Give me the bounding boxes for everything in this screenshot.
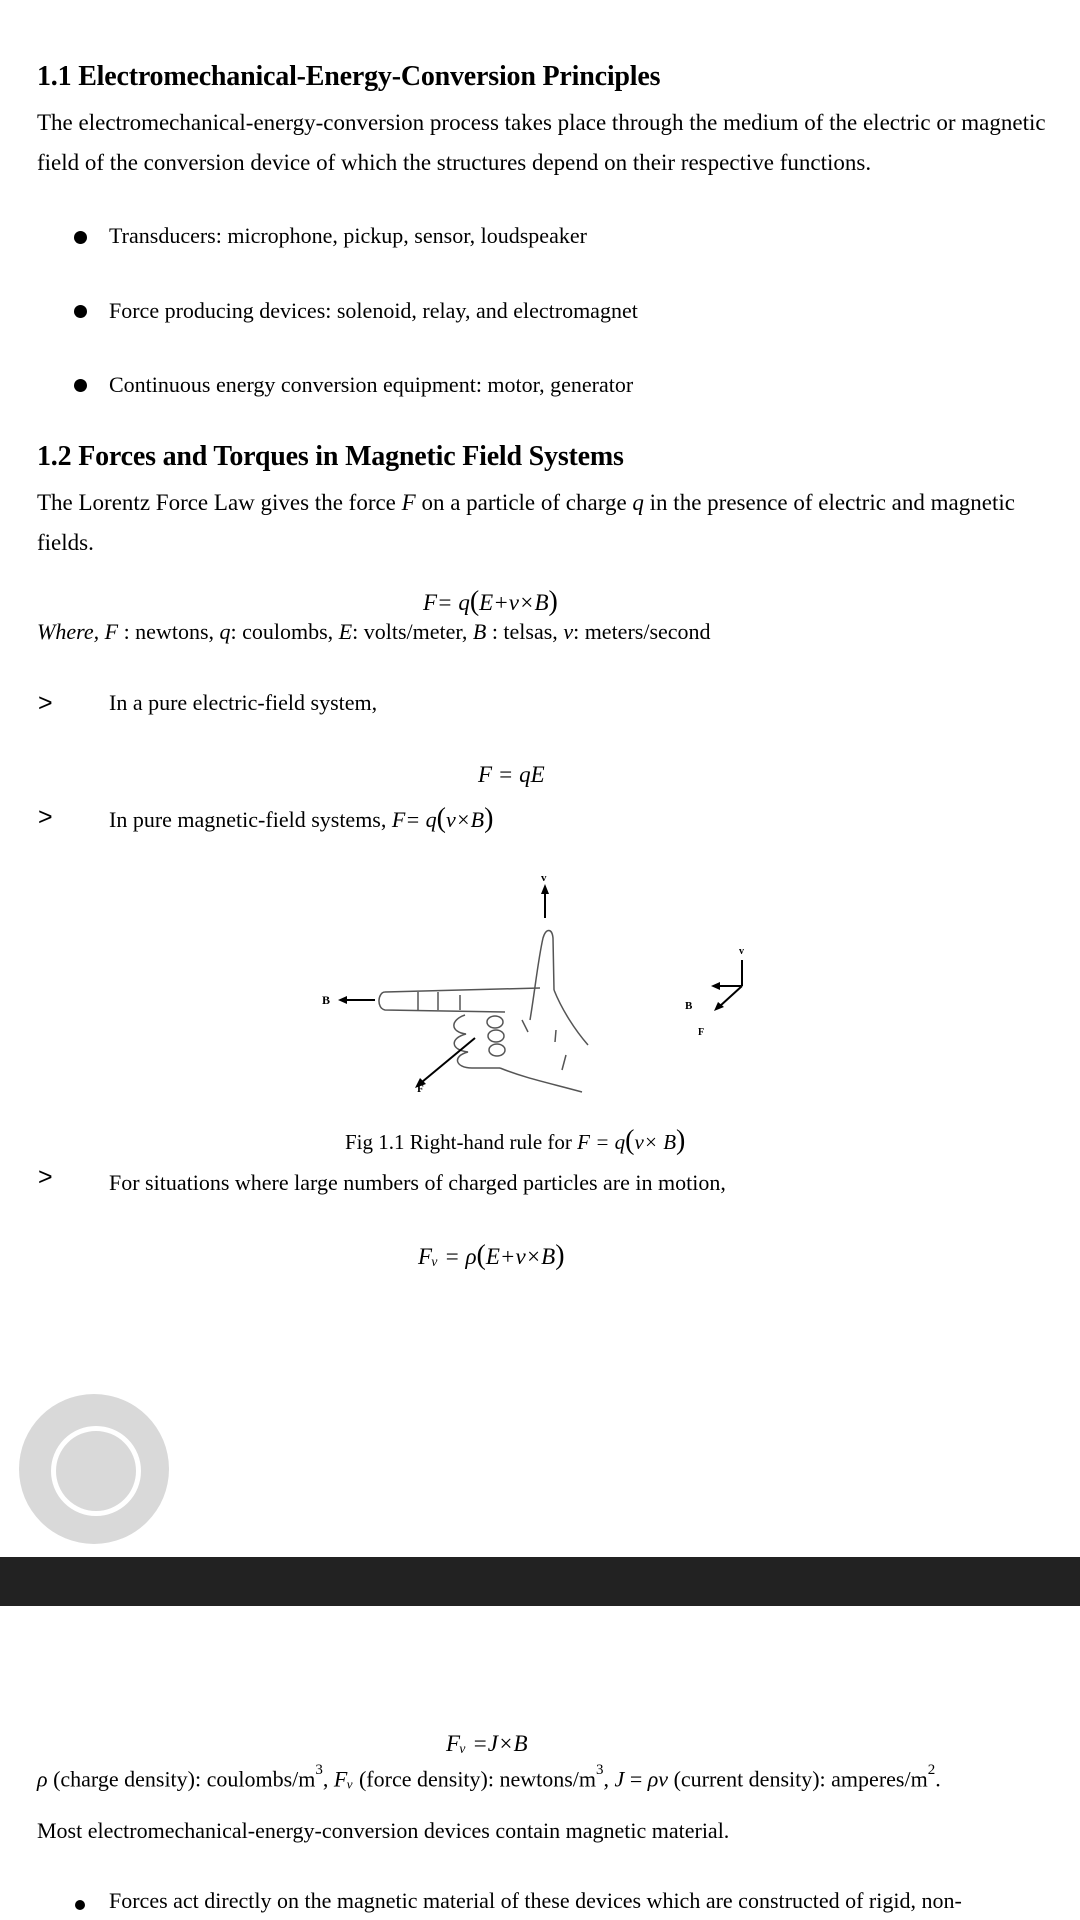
bullet-icon (74, 379, 87, 392)
record-ring-icon (51, 1426, 141, 1516)
figure-caption: Fig 1.1 Right-hand rule for F = q(v× B) (345, 1125, 686, 1156)
list-item: In a pure electric-field system, (109, 690, 378, 715)
axes-label-v: v (739, 946, 744, 957)
page-separator-band (0, 1557, 1080, 1606)
section-1-1-paragraph: The electromechanical-energy-conversion process takes place through the medium of the electric or magnetic field of the conversion device of which the structures depend on their respective functions. (37, 110, 1046, 175)
arrow-bullet-icon: > (38, 689, 53, 717)
lorentz-paragraph: The Lorentz Force Law gives the force F on a particle of charge q in the presence of electric and magnetic fields. (37, 490, 1015, 555)
list-item: Forces act directly on the magnetic material of these devices which are constructed of rigid, non- (109, 1888, 962, 1913)
bullet-icon (74, 231, 87, 244)
list-item: Continuous energy conversion equipment: motor, generator (109, 372, 634, 397)
section-heading-1-2: 1.2 Forces and Torques in Magnetic Field Systems (37, 441, 624, 472)
record-button[interactable] (19, 1394, 169, 1544)
arrow-bullet-icon: > (38, 1163, 53, 1191)
axes-label-B: B (685, 1000, 693, 1012)
label-v: v (541, 872, 547, 884)
electric-force-equation: F = qE (478, 762, 545, 787)
section-heading-1-1: 1.1 Electromechanical-Energy-Conversion Principles (37, 61, 661, 92)
units-definition: Where, F : newtons, q: coulombs, E: volts/meter, B : telsas, v: meters/second (37, 619, 711, 644)
bullet-icon (74, 305, 87, 318)
bullet-icon (75, 1900, 85, 1910)
current-force-equation: Fᵥ =J×B (446, 1731, 528, 1756)
list-item: For situations where large numbers of charged particles are in motion, (109, 1170, 726, 1195)
axes-label-F: F (698, 1027, 705, 1038)
right-hand-rule-figure (300, 870, 780, 1110)
list-item: In pure magnetic-field systems, F= q(v×B) (109, 803, 494, 834)
label-F: F (417, 1083, 424, 1095)
list-item: Transducers: microphone, pickup, sensor, loudspeaker (109, 223, 587, 248)
magnetic-material-line: Most electromechanical-energy-conversion devices contain magnetic material. (37, 1818, 730, 1843)
list-item: Force producing devices: solenoid, relay, and electromagnet (109, 298, 638, 323)
density-definitions: ρ (charge density): coulombs/$m^3$, Fᵥ (force density): newtons/$m^3$, J = ρv (current density): amperes/$m^2$. (37, 1762, 941, 1792)
arrow-bullet-icon: > (38, 803, 53, 831)
lorentz-equation: F= q(E+v×B) (423, 586, 558, 617)
label-B: B (322, 993, 331, 1007)
force-density-equation: Fᵥ = ρ(E+v×B) (418, 1240, 565, 1271)
